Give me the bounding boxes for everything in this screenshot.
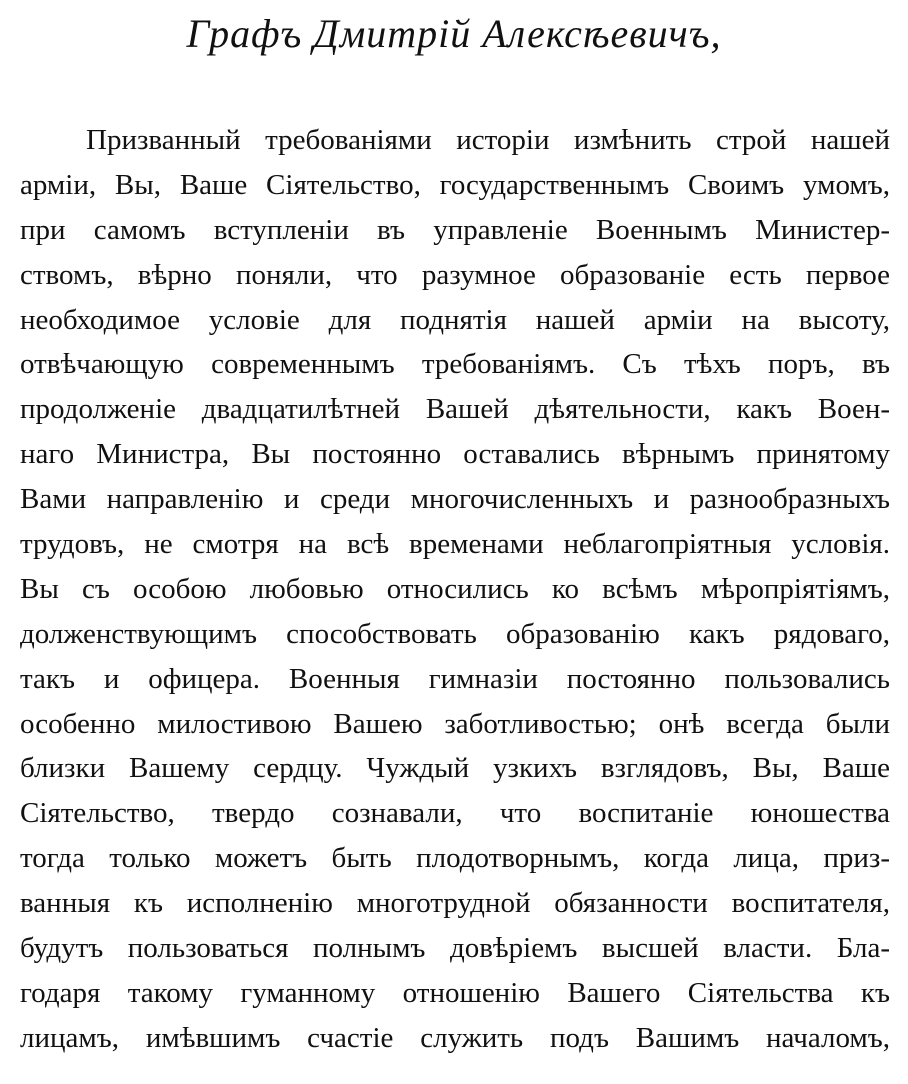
text-line: продолженіе двадцатилѣтней Вашей дѣятельности, какъ Воен- [20, 393, 890, 426]
text-line: арміи, Вы, Ваше Сіятельство, государственнымъ Своимъ умомъ, [20, 168, 890, 201]
text-line: Сіятельство, твердо сознавали, что воспитаніе юношества [20, 797, 890, 830]
text-line: при самомъ вступленіи въ управленіе Военнымъ Министер- [20, 213, 890, 246]
text-line: Призванный требованіями исторіи измѣнить строй нашей [86, 124, 890, 156]
letter-body [20, 118, 890, 1061]
text-line: годаря такому гуманному отношенію Вашего Сіятельства къ [20, 976, 890, 1009]
text-line: долженствующимъ способствовать образованію какъ рядоваго, [20, 617, 890, 650]
text-line: отвѣчающую современнымъ требованіямъ. Съ тѣхъ поръ, въ [20, 348, 890, 381]
text-line: ванныя къ исполненію многотрудной обязанности воспитателя, [20, 887, 890, 920]
text-line: необходимое условіе для поднятія нашей арміи на высоту, [20, 303, 890, 336]
salutation-heading: Графъ Дмитрій Алексѣевичъ, [186, 11, 722, 56]
text-line: Вами направленію и среди многочисленныхъ и разнообразныхъ [20, 483, 890, 516]
text-line: ствомъ, вѣрно поняли, что разумное образованіе есть первое [20, 258, 890, 291]
text-line: будутъ пользоваться полнымъ довѣріемъ высшей власти. Бла- [20, 932, 890, 965]
text-line: тогда только можетъ быть плодотворнымъ, когда лица, приз- [20, 842, 890, 875]
text-line: близки Вашему сердцу. Чуждый узкихъ взглядовъ, Вы, Ваше [20, 752, 890, 785]
text-line: лицамъ, имѣвшимъ счастіе служить подъ Вашимъ началомъ, [20, 1021, 890, 1054]
text-line: такъ и офицера. Военныя гимназіи постоянно пользовались [20, 662, 890, 695]
text-line: особенно милостивою Вашею заботливостью; онѣ всегда были [20, 707, 890, 740]
text-line: трудовъ, не смотря на всѣ временами неблагопріятныя условія. [20, 528, 890, 561]
text-line: Вы съ особою любовью относились ко всѣмъ мѣропріятіямъ, [20, 572, 890, 605]
text-line: наго Министра, Вы постоянно оставались вѣрнымъ принятому [20, 438, 890, 471]
